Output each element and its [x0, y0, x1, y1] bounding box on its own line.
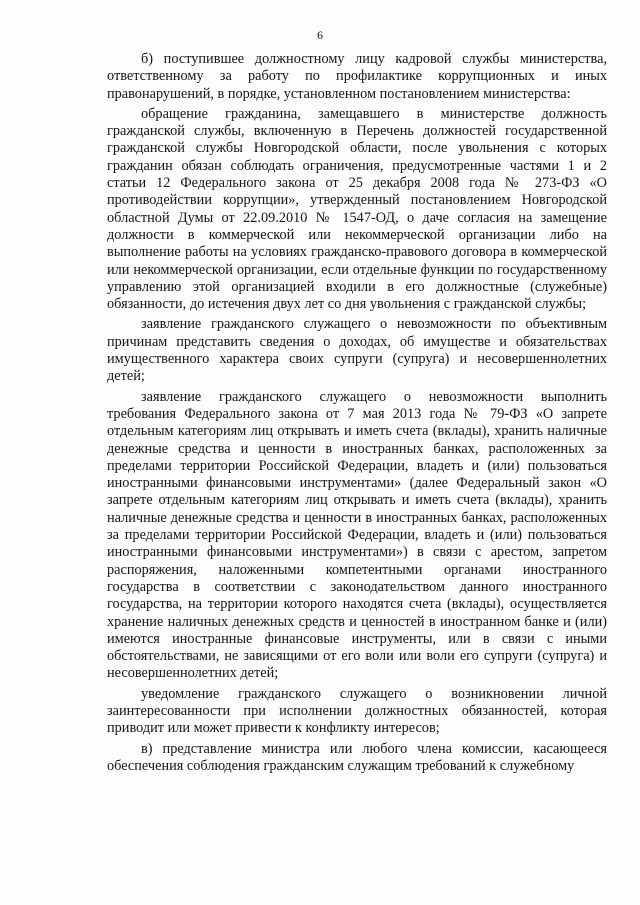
page-number: 6	[317, 28, 323, 42]
paragraph-conflict-notice: уведомление гражданского служащего о возникновении личной заинтересованности при исполнении должностных обязанностей, которая приводит или может привести к конфликту интересов;	[107, 685, 607, 737]
document-body	[107, 51, 607, 778]
paragraph-subclause-b: б) поступившее должностному лицу кадровой службы министерства, ответственному за работу по профилактике коррупционных и иных правонарушений, в порядке, установленном постановлением министерства:	[107, 51, 607, 102]
paragraph-foreign-accounts: заявление гражданского служащего о невозможности выполнить требования Федерального закона от 7 мая 2013 года № 79-ФЗ «О запрете отдельным категориям лиц открывать и иметь счета (вклады), хранить наличные денежные средства и ценности в иностранных банках, расположенных за пределами территории Российской Федерации, владеть и (или) пользоваться иностранными финансовыми инструментами» (далее Федеральный закон «О запрете отдельным категориям лиц открывать и иметь счета (вклады), хранить наличные денежные средства и ценности в иностранных банках, расположенных за пределами территории Российской Федерации, владеть и (или) пользоваться иностранными финансовыми инструментами») в связи с арестом, запретом распоряжения, наложенными компетентными органами иностранного государства в соответствии с законодательством данного иностранного государства, на территории которого находятся счета (вклады), осуществляется хранение наличных денежных средств и ценностей в иностранном банке и (или) имеются иностранные финансовые инструменты, или в связи с иными обстоятельствами, не зависящими от его воли или воли его супруги (супруга) и несовершеннолетних детей;	[107, 388, 607, 682]
paragraph-income-statement: заявление гражданского служащего о невозможности по объективным причинам представить сведения о доходах, об имуществе и обязательствах имущественного характера своих супруги (супруга) и несовершеннолетних детей;	[107, 316, 607, 385]
paragraph-subclause-v: в) представление министра или любого члена комиссии, касающееся обеспечения соблюдения гражданским служащим требований к служебному	[107, 740, 607, 774]
paragraph-citizen-appeal: обращение гражданина, замещавшего в министерстве должность гражданской службы, включенную в Перечень должностей государственной гражданской службы Новгородской области, после увольнения с которых гражданин обязан соблюдать ограничения, предусмотренные частями 1 и 2 статьи 12 Федерального закона от 25 декабря 2008 года № 273-ФЗ «О противодействии коррупции», утвержденный постановлением Новгородской областной Думы от 22.09.2010 № 1547-ОД, о даче согласия на замещение должности в коммерческой или некоммерческой организации либо на выполнение работы на условиях гражданско-правового договора в коммерческой или некоммерческой организации, если отдельные функции по государственному управлению этой организацией входили в его должностные (служебные) обязанности, до истечения двух лет со дня увольнения с гражданской службы;	[107, 105, 607, 313]
